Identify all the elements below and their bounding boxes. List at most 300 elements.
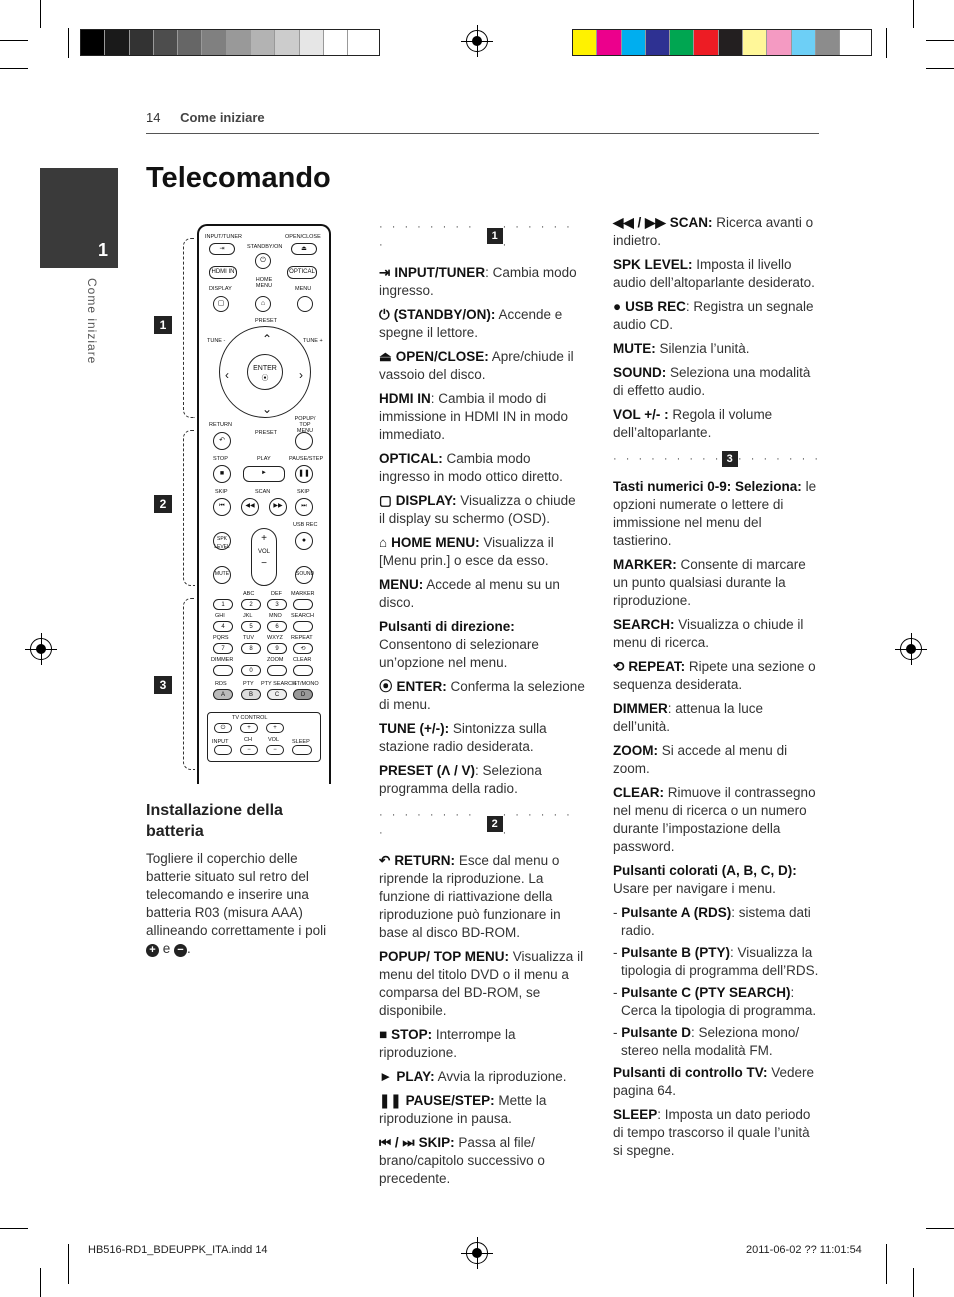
list-item: - Pulsante D: Seleziona mono/ stereo nella modalità FM. (613, 1025, 800, 1058)
entry-text: Interrompe la riproduzione. (379, 1027, 516, 1060)
input-tuner-button: ⇥ (209, 243, 235, 255)
num-5-button: 5 (241, 621, 261, 632)
zoom-button (267, 665, 287, 676)
popup-button (295, 432, 313, 450)
entry-key: MARKER: (613, 557, 677, 572)
entry-key: DIMMER (613, 701, 668, 716)
color-swatch (622, 30, 646, 55)
sleep-button (292, 745, 312, 755)
label-tuv: TUV (243, 635, 254, 641)
label-standby: STANDBY/ON (247, 244, 283, 250)
scan-back-button: ◀◀ (241, 498, 259, 516)
entry-key: TUNE (+/-): (379, 721, 450, 736)
section-number-3: 3 (722, 451, 738, 467)
label-mno: MNO (269, 613, 282, 619)
entry-key: ZOOM: (613, 743, 658, 758)
entry-text: Passa al file/ brano/capitolo successivo o precedente. (379, 1135, 545, 1186)
entry-key: SCAN: (669, 215, 713, 230)
section-badge-3: 3 (154, 676, 172, 694)
scan-forward-button: ▶▶ (269, 498, 287, 516)
entry-key: MENU: (379, 577, 424, 592)
entry-key: PRESET (Λ / V) (379, 763, 476, 778)
label-zoom: ZOOM (267, 657, 284, 663)
num-2-button: 2 (241, 599, 261, 610)
entry (379, 348, 585, 384)
usb-rec-button: ● (295, 532, 313, 550)
marker-button (293, 599, 313, 610)
label-tv-ch: CH (244, 737, 252, 743)
entry (379, 450, 585, 486)
sound-button: SOUND (295, 566, 313, 584)
hdmi-in-button: HDMI IN (209, 266, 237, 279)
entry-key: STOP: (391, 1027, 433, 1042)
color-d-button: D (293, 689, 313, 700)
entry (613, 406, 821, 442)
key-icon: ↶ (379, 853, 391, 868)
list-item-key: Pulsante D (621, 1025, 692, 1040)
entry-text: Visualizza o chiude il display su schermo (OSD). (379, 493, 576, 526)
entry-text: Usare per navigare i menu. (613, 881, 776, 896)
color-swatch (646, 30, 670, 55)
section-2-list-cont (613, 214, 821, 442)
label-sleep: SLEEP (292, 739, 310, 745)
label-return: RETURN (209, 422, 232, 428)
entry (379, 948, 585, 1020)
entry (379, 1026, 585, 1062)
mute-button: MUTE (213, 566, 231, 584)
label-def: DEF (271, 591, 282, 597)
running-header (146, 110, 265, 125)
entry-key: (STANDBY/ON): (393, 307, 496, 322)
key-icon: ⟲ (613, 659, 625, 674)
label-marker: MARKER (291, 591, 315, 597)
tv-control-panel (207, 712, 321, 762)
grayscale-swatches (80, 29, 380, 56)
entry-key: INPUT/TUNER (394, 265, 486, 280)
label-stop: STOP (213, 456, 228, 462)
label-open-close: OPEN/CLOSE (285, 234, 321, 240)
search-button (293, 621, 313, 632)
tv-ch-up-button: + (240, 723, 258, 733)
crop-mark (926, 40, 954, 41)
label-play: PLAY (257, 456, 271, 462)
crop-mark (68, 28, 69, 58)
entry-text: Visualizza il [Menu prin.] o esce da esso. (379, 535, 554, 568)
section-badge-2: 2 (154, 495, 172, 513)
entry-key: USB REC (625, 299, 686, 314)
entry-text: Imposta il livello audio dell’altoparlante desiderato. (613, 257, 815, 290)
entry-key: Pulsanti colorati (A, B, C, D): (613, 863, 797, 878)
section-name: Come iniziare (180, 110, 265, 125)
label-abc: ABC (243, 591, 255, 597)
battery-end: . (187, 941, 191, 956)
entry-key: Tasti numerici 0-9: Seleziona: (613, 479, 802, 494)
tv-vol-up-button: + (266, 723, 284, 733)
section-number-1: 1 (487, 228, 503, 244)
entry (613, 364, 821, 400)
arrow-down-icon: ⌄ (262, 402, 273, 416)
footer-date: 2011-06-02 ?? 11:01:54 (746, 1244, 862, 1256)
open-close-button: ⏏ (291, 243, 317, 255)
label-tv-vol: VOL (268, 737, 280, 743)
label-skip-next: SKIP (297, 489, 310, 495)
tv-ch-down-button: − (240, 745, 258, 755)
color-swatch (105, 30, 129, 55)
crop-mark (926, 68, 954, 69)
entry (379, 492, 585, 528)
color-swatch (202, 30, 226, 55)
entry-key: Pulsanti di direzione: (379, 619, 515, 634)
label-tv-input: INPUT (212, 739, 229, 745)
entry-key: RETURN: (394, 853, 456, 868)
chapter-tab-label: Come iniziare (85, 278, 99, 365)
entry (613, 340, 821, 358)
key-icon: ⏮ / ⏭ (379, 1135, 415, 1150)
entry-text: Cambia modo ingresso in modo ottico diretto. (379, 451, 563, 484)
bracket-section-3 (183, 598, 195, 770)
crop-mark (40, 0, 41, 28)
standby-button: ⏻ (255, 253, 271, 269)
stop-button: ■ (213, 465, 231, 483)
battery-title: Installazione della batteria (146, 802, 283, 840)
entry-key: SOUND: (613, 365, 667, 380)
entry-text: le opzioni numerate o lettere di immissione nel menu del tastierino. (613, 479, 817, 548)
label-enter: ENTER (253, 365, 277, 372)
section-badge-1: 1 (154, 316, 172, 334)
label-popup: POPUP/ TOP MENU (294, 416, 316, 434)
entry-text: : Registra un segnale audio CD. (613, 299, 814, 332)
entry (613, 478, 821, 550)
entry-key: SPK LEVEL: (613, 257, 693, 272)
label-search: SEARCH (291, 613, 314, 619)
key-icon: ⏏ (379, 349, 392, 364)
tv-input-button (214, 745, 232, 755)
color-swatch (275, 30, 299, 55)
num-1-button: 1 (213, 599, 233, 610)
color-swatch (694, 30, 718, 55)
entry-text: Vedere pagina 64. (613, 1065, 815, 1098)
entry-text: Seleziona una modalità di effetto audio. (613, 365, 811, 398)
entry (379, 264, 585, 300)
num-0-button: 0 (241, 665, 261, 676)
bracket-section-2 (183, 430, 195, 586)
entry (379, 678, 585, 714)
label-skip-prev: SKIP (215, 489, 228, 495)
entry-text: : Seleziona programma della radio. (379, 763, 542, 796)
entry-text: Regola il volume dell’altoparlante. (613, 407, 773, 440)
color-swatch (130, 30, 154, 55)
page-title: Telecomando (146, 162, 331, 194)
page-number: 14 (146, 110, 161, 125)
entry-text: Accede al menu su un disco. (379, 577, 560, 610)
skip-next-button: ⏭ (295, 498, 313, 516)
entry-key: MUTE: (613, 341, 656, 356)
key-icon: ⦿ (379, 679, 393, 694)
spk-level-button: SPK LEVEL (213, 532, 231, 550)
crop-mark (886, 28, 887, 58)
key-icon: ❚❚ (379, 1093, 402, 1108)
list-item: - Pulsante B (PTY): Visualizza la tipologia di programma dell’RDS. (613, 945, 819, 978)
color-swatch (573, 30, 597, 55)
minus-pole-icon: − (174, 944, 187, 957)
registration-mark-icon (466, 30, 488, 52)
list-item-text: : Seleziona mono/ stereo nella modalità FM. (621, 1025, 800, 1058)
entry-text: Silenzia l’unità. (655, 341, 750, 356)
entry-text: Accende e spegne il lettore. (379, 307, 563, 340)
section-divider-1: · · · · · · · · · 1 · · · · · · · (379, 221, 573, 251)
list-item-key: Pulsante B (PTY) (621, 945, 731, 960)
label-tv-control: TV CONTROL (232, 715, 268, 721)
plus-pole-icon: + (146, 944, 159, 957)
entry (379, 762, 585, 798)
list-item-key: Pulsante A (RDS) (621, 905, 732, 920)
section-3-list-end (613, 1064, 821, 1160)
dimmer-button (213, 665, 233, 676)
entry-text: Esce dal menu o riprende la riproduzione. La funzione di riattivazione della riproduzione può funzionare in base al disco BD-ROM. (379, 853, 561, 940)
color-swatch (767, 30, 791, 55)
entry (613, 556, 821, 610)
skip-prev-button: ⏮ (213, 498, 231, 516)
section-3-list (613, 478, 821, 898)
num-6-button: 6 (267, 621, 287, 632)
section-1-list (379, 264, 585, 798)
key-icon: ⌂ (379, 535, 388, 550)
num-3-button: 3 (267, 599, 287, 610)
registration-mark-icon (900, 638, 922, 660)
entry-text: Consente di marcare un punto qualsiasi durante la riproduzione. (613, 557, 806, 608)
footer-file: HB516-RD1_BDEUPPK_ITA.indd 14 (88, 1244, 268, 1256)
list-item: - Pulsante C (PTY SEARCH): Cerca la tipologia di programma. (613, 985, 817, 1018)
entry (613, 742, 821, 778)
entry-key: POPUP/ TOP MENU: (379, 949, 510, 964)
entry-text: Ripete una sezione o sequenza desiderata. (613, 659, 816, 692)
color-swatch (743, 30, 767, 55)
color-swatch (300, 30, 324, 55)
header-rule (146, 133, 819, 134)
section-2-list (379, 852, 585, 1188)
crop-mark (68, 1244, 69, 1284)
arrow-left-icon: ‹ (225, 368, 229, 382)
tv-vol-down-button: − (266, 745, 284, 755)
pause-button: ❚❚ (295, 465, 313, 483)
entry (379, 576, 585, 612)
label-clear: CLEAR (293, 657, 312, 663)
repeat-button: ⟲ (293, 643, 313, 654)
label-jkl: JKL (243, 613, 253, 619)
entry-text: Visualizza il menu del titolo DVD o il menu a comparsa del BD-ROM, se disponibile. (379, 949, 584, 1018)
entry-key: REPEAT: (628, 659, 686, 674)
crop-mark (40, 1268, 41, 1297)
battery-text: Togliere il coperchio delle batterie situato sul retro del telecomando e inserire una batteria R03 (misura AAA) allineando correttamente i poli (146, 851, 327, 938)
entry (379, 1068, 585, 1086)
entry (613, 1064, 821, 1100)
entry (613, 616, 821, 652)
list-item-text: : sistema dati radio. (621, 905, 811, 938)
key-icon: ⇥ (379, 265, 391, 280)
arrow-right-icon: › (299, 368, 303, 382)
column-2 (379, 214, 585, 1194)
entry-text: Ricerca avanti o indietro. (613, 215, 814, 248)
entry-key: DISPLAY: (395, 493, 457, 508)
list-item: - Pulsante A (RDS): sistema dati radio. (613, 905, 811, 938)
key-icon: ◀◀ / ▶▶ (613, 215, 666, 230)
optical-button: OPTICAL (287, 266, 317, 279)
color-swatch (670, 30, 694, 55)
color-b-button: B (241, 689, 261, 700)
entry (613, 256, 821, 292)
entry-key: SLEEP (613, 1107, 658, 1122)
label-home-menu: HOME MENU (255, 277, 273, 289)
registration-mark-icon (30, 638, 52, 660)
color-swatch (178, 30, 202, 55)
list-item-key: Pulsante C (PTY SEARCH) (621, 985, 791, 1000)
label-preset-down: PRESET (255, 430, 278, 436)
entry-key: SKIP: (418, 1135, 455, 1150)
num-9-button: 9 (267, 643, 287, 654)
num-7-button: 7 (213, 643, 233, 654)
entry-key: HOME MENU: (391, 535, 480, 550)
key-icon: ► (379, 1069, 393, 1084)
entry (379, 306, 585, 342)
entry-key: Pulsanti di controllo TV: (613, 1065, 768, 1080)
entry-text: Conferma la selezione di menu. (379, 679, 585, 712)
entry-text: : attenua la luce dell’unità. (613, 701, 764, 734)
entry-key: OPEN/CLOSE: (395, 349, 489, 364)
color-swatch (154, 30, 178, 55)
column-3 (613, 214, 821, 1166)
color-button-list (613, 904, 821, 1060)
label-rds: RDS (215, 681, 227, 687)
num-8-button: 8 (241, 643, 261, 654)
entry (613, 862, 821, 898)
section-divider-2: · · · · · · · · · 2 · · · · · · · (379, 809, 573, 839)
entry-text: : Imposta un dato periodo di tempo trascorso il quale l’unità si spegne. (613, 1107, 811, 1158)
entry-text: Mette la riproduzione in pausa. (379, 1093, 547, 1126)
label-menu: MENU (295, 286, 312, 292)
color-swatch (81, 30, 105, 55)
tv-power-button: ⏻ (214, 723, 232, 733)
entry-key: HDMI IN (379, 391, 431, 406)
color-swatch (719, 30, 743, 55)
return-button: ↶ (213, 432, 231, 450)
color-swatch (816, 30, 840, 55)
remote-control-illustration (197, 224, 331, 784)
battery-and: e (159, 941, 175, 956)
crop-mark (0, 68, 28, 69)
key-icon: ⏻ (379, 307, 390, 322)
color-swatches (572, 29, 872, 56)
entry (613, 700, 821, 736)
entry-key: OPTICAL: (379, 451, 443, 466)
crop-mark (913, 0, 914, 28)
entry-text: Avvia la riproduzione. (434, 1069, 567, 1084)
label-input-tuner: INPUT/TUNER (205, 234, 242, 240)
label-pause: PAUSE/STEP (289, 456, 324, 462)
clear-button (293, 665, 313, 676)
label-display: DISPLAY (209, 286, 232, 292)
label-preset-up: PRESET (255, 318, 278, 324)
enter-button: ENTER ⦿ (247, 354, 283, 390)
entry (379, 618, 585, 672)
entry (613, 1106, 821, 1160)
crop-mark (0, 40, 28, 41)
section-number-2: 2 (487, 816, 503, 832)
entry-key: ENTER: (396, 679, 447, 694)
chapter-tab: 1 (40, 168, 118, 268)
entry (613, 298, 821, 334)
play-button: ► (243, 466, 285, 482)
entry-key: PAUSE/STEP: (405, 1093, 495, 1108)
arrow-up-icon: ⌃ (262, 332, 273, 346)
entry (613, 658, 821, 694)
bracket-section-1 (183, 238, 195, 418)
entry (379, 1134, 585, 1188)
entry (379, 390, 585, 444)
label-scan: SCAN (255, 489, 271, 495)
volume-rocker: + VOL − (251, 528, 277, 586)
entry-text: Consentono di selezionare un’opzione nel menu. (379, 637, 539, 670)
color-swatch (251, 30, 275, 55)
crop-mark (926, 1228, 954, 1229)
color-swatch (597, 30, 621, 55)
entry-text: : Cambia modo ingresso. (379, 265, 577, 298)
entry (613, 784, 821, 856)
entry (379, 534, 585, 570)
num-4-button: 4 (213, 621, 233, 632)
entry-key: PLAY: (396, 1069, 435, 1084)
color-swatch (324, 30, 348, 55)
registration-mark-icon (466, 1242, 488, 1264)
label-usb-rec: USB REC (293, 522, 318, 528)
entry (379, 852, 585, 942)
color-swatch (227, 30, 251, 55)
display-button: ▢ (213, 296, 229, 312)
entry (379, 1092, 585, 1128)
key-icon: ● (613, 299, 622, 314)
label-ghi: GHI (215, 613, 225, 619)
label-pty-search: PTY SEARCH (261, 681, 297, 687)
home-menu-button: ⌂ (255, 296, 271, 312)
entry-text: : Cambia il modo di immissione in HDMI IN in modo immediato. (379, 391, 569, 442)
label-pty: PTY (243, 681, 254, 687)
menu-button (297, 296, 313, 312)
entry-text: Apre/chiude il vassoio del disco. (379, 349, 574, 382)
entry-key: SEARCH: (613, 617, 675, 632)
list-item-text: : Visualizza la tipologia di programma dell’RDS. (621, 945, 819, 978)
entry-text: Sintonizza sulla stazione radio desiderata. (379, 721, 547, 754)
key-icon: ▢ (379, 493, 392, 508)
entry-text: Visualizza o chiude il menu di ricerca. (613, 617, 804, 650)
crop-mark (886, 1244, 887, 1284)
entry-key: VOL +/- : (613, 407, 669, 422)
label-tune-plus: TUNE + (303, 338, 323, 344)
key-icon: ■ (379, 1027, 388, 1042)
color-c-button: C (267, 689, 287, 700)
label-wxyz: WXYZ (267, 635, 283, 641)
entry (613, 214, 821, 250)
crop-mark (913, 1268, 914, 1297)
entry-text: Si accede al menu di zoom. (613, 743, 788, 776)
entry (379, 720, 585, 756)
label-dimmer: DIMMER (211, 657, 234, 663)
color-swatch (792, 30, 816, 55)
entry-key: CLEAR: (613, 785, 664, 800)
crop-mark (0, 1228, 28, 1229)
entry-text: Rimuove il contrassegno nel menu di ricerca o un numero durante l’impostazione della password. (613, 785, 816, 854)
battery-section (146, 800, 342, 964)
label-repeat: REPEAT (291, 635, 313, 641)
label-vol: VOL (257, 549, 270, 555)
